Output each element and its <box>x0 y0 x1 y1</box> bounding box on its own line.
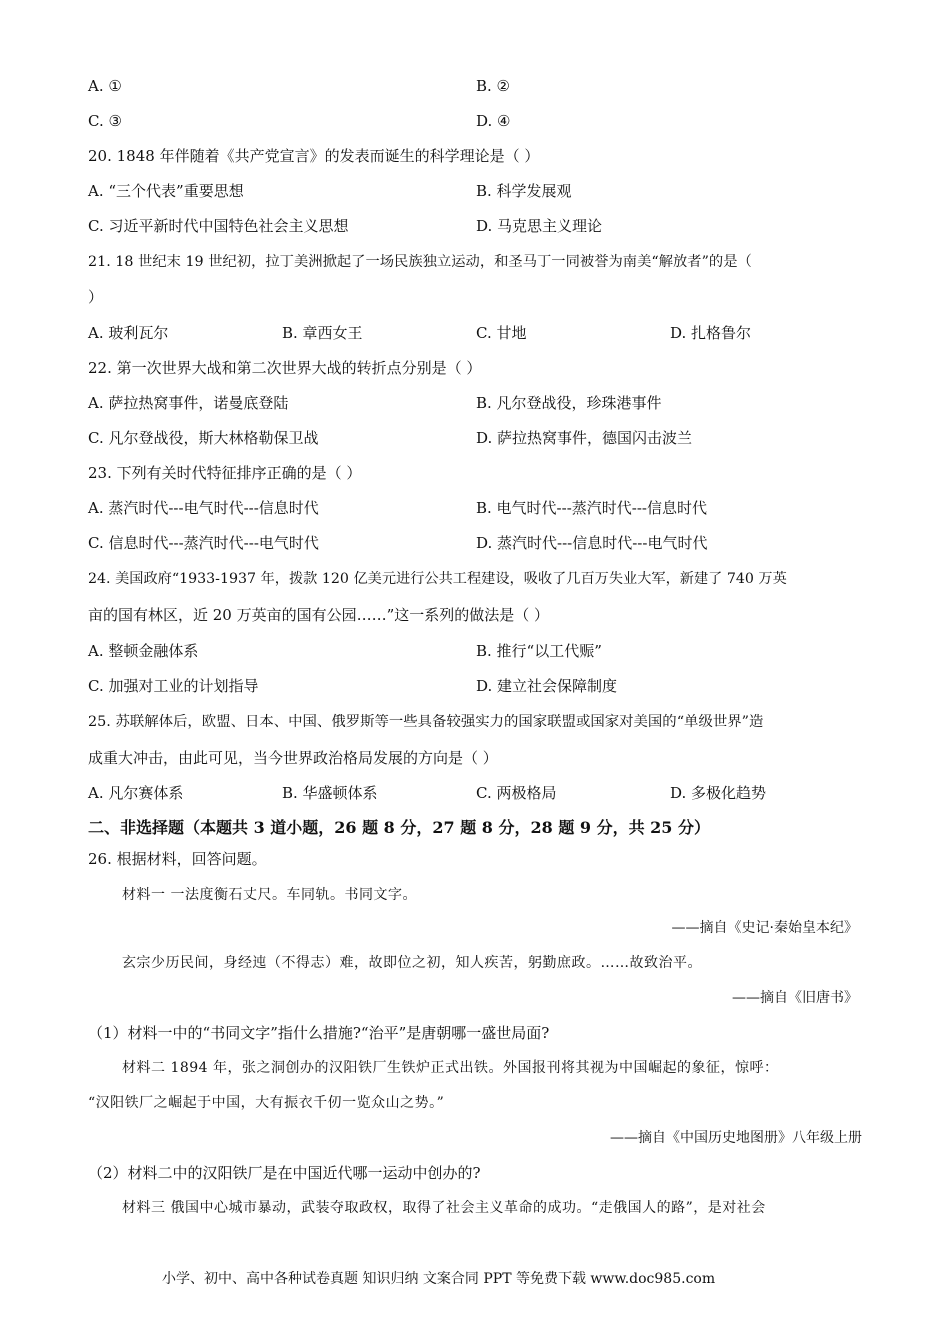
q26-material-2a: 材料二 1894 年，张之洞创办的汉阳铁厂生铁炉正式出铁。外国报刊将其视为中国崛起的象征，惊呼： <box>122 1060 779 1076</box>
q25-option-d: D. 多极化趋势 <box>670 784 767 802</box>
q26-stem: 26. 根据材料，回答问题。 <box>88 850 267 868</box>
q23-option-d: D. 蒸汽时代---信息时代---电气时代 <box>476 534 708 552</box>
q23-option-a: A. 蒸汽时代---电气时代---信息时代 <box>88 499 319 517</box>
q19-option-a: A. ① <box>88 77 122 95</box>
q20-stem: 20. 1848 年伴随着《共产党宣言》的发表而诞生的科学理论是（ ） <box>88 147 540 165</box>
q24-option-c: C. 加强对工业的计划指导 <box>88 677 259 695</box>
q26-material-3: 材料三 俄国中心城市暴动，武装夺取政权，取得了社会主义革命的成功。“走俄国人的路”，是对社会 <box>122 1200 766 1216</box>
q22-option-d: D. 萨拉热窝事件，德国闪击波兰 <box>476 429 693 447</box>
q25-option-a: A. 凡尔赛体系 <box>88 784 184 802</box>
q24-option-a: A. 整顿金融体系 <box>88 642 199 660</box>
q21-option-b: B. 章西女王 <box>282 324 363 342</box>
q23-option-c: C. 信息时代---蒸汽时代---电气时代 <box>88 534 319 552</box>
q25-stem-line2: 成重大冲击，由此可见，当今世界政治格局发展的方向是（ ） <box>88 749 498 767</box>
q25-stem-line1: 25. 苏联解体后，欧盟、日本、中国、俄罗斯等一些具备较强实力的国家联盟或国家对美国的“单级世界”造 <box>88 714 764 730</box>
q23-stem: 23. 下列有关时代特征排序正确的是（ ） <box>88 464 362 482</box>
q21-option-d: D. 扎格鲁尔 <box>670 324 752 342</box>
q19-option-d: D. ④ <box>476 112 511 130</box>
q20-option-c: C. 习近平新时代中国特色社会主义思想 <box>88 217 349 235</box>
q26-material-1b: 玄宗少历民间，身经迍（不得志）难，故即位之初，知人疾苦，躬勤庶政。……故致治平。 <box>122 955 702 971</box>
q21-stem-line2: ） <box>88 288 104 306</box>
q26-material-2-source: ——摘自《中国历史地图册》八年级上册 <box>610 1130 862 1146</box>
q26-material-2b: “汉阳铁厂之崛起于中国，大有振衣千仞一览众山之势。” <box>88 1095 445 1111</box>
section-heading-nonchoice: 二、非选择题（本题共 3 道小题，26 题 8 分，27 题 8 分，28 题 9 分，共 25 分） <box>88 818 711 837</box>
q22-option-a: A. 萨拉热窝事件，诺曼底登陆 <box>88 394 289 412</box>
q22-option-b: B. 凡尔登战役，珍珠港事件 <box>476 394 662 412</box>
q19-option-c: C. ③ <box>88 112 122 130</box>
q26-material-1b-source: ——摘自《旧唐书》 <box>732 990 858 1006</box>
page-footer: 小学、初中、高中各种试卷真题 知识归纳 文案合同 PPT 等免费下载 www.doc985.com <box>162 1271 716 1287</box>
q24-stem-line1: 24. 美国政府“1933-1937 年，拨款 120 亿美元进行公共工程建设，吸收了几百万失业大军，新建了 740 万英 <box>88 571 787 587</box>
q20-option-b: B. 科学发展观 <box>476 182 572 200</box>
q24-option-b: B. 推行“以工代赈” <box>476 642 602 660</box>
q19-option-b: B. ② <box>476 77 511 95</box>
q24-option-d: D. 建立社会保障制度 <box>476 677 618 695</box>
q21-option-c: C. 甘地 <box>476 324 527 342</box>
q23-option-b: B. 电气时代---蒸汽时代---信息时代 <box>476 499 707 517</box>
q26-subquestion-1: （1）材料一中的“书同文字”指什么措施?“治平”是唐朝哪一盛世局面? <box>88 1024 550 1042</box>
q25-option-c: C. 两极格局 <box>476 784 557 802</box>
q26-material-1a: 材料一 一法度衡石丈尺。车同轨。书同文字。 <box>122 887 417 903</box>
q22-option-c: C. 凡尔登战役，斯大林格勒保卫战 <box>88 429 319 447</box>
q20-option-d: D. 马克思主义理论 <box>476 217 603 235</box>
q22-stem: 22. 第一次世界大战和第二次世界大战的转折点分别是（ ） <box>88 359 482 377</box>
q25-option-b: B. 华盛顿体系 <box>282 784 378 802</box>
q24-stem-line2: 亩的国有林区，近 20 万英亩的国有公园……”这一系列的做法是（ ） <box>88 606 550 624</box>
q20-option-a: A. “三个代表”重要思想 <box>88 182 244 200</box>
q26-material-1a-source: ——摘自《史记·秦始皇本纪》 <box>671 920 858 936</box>
q21-option-a: A. 玻利瓦尔 <box>88 324 169 342</box>
q26-subquestion-2: （2）材料二中的汉阳铁厂是在中国近代哪一运动中创办的? <box>88 1164 481 1182</box>
q21-stem-line1: 21. 18 世纪末 19 世纪初，拉丁美洲掀起了一场民族独立运动，和圣马丁一同被誉为南美“解放者”的是（ <box>88 254 752 270</box>
